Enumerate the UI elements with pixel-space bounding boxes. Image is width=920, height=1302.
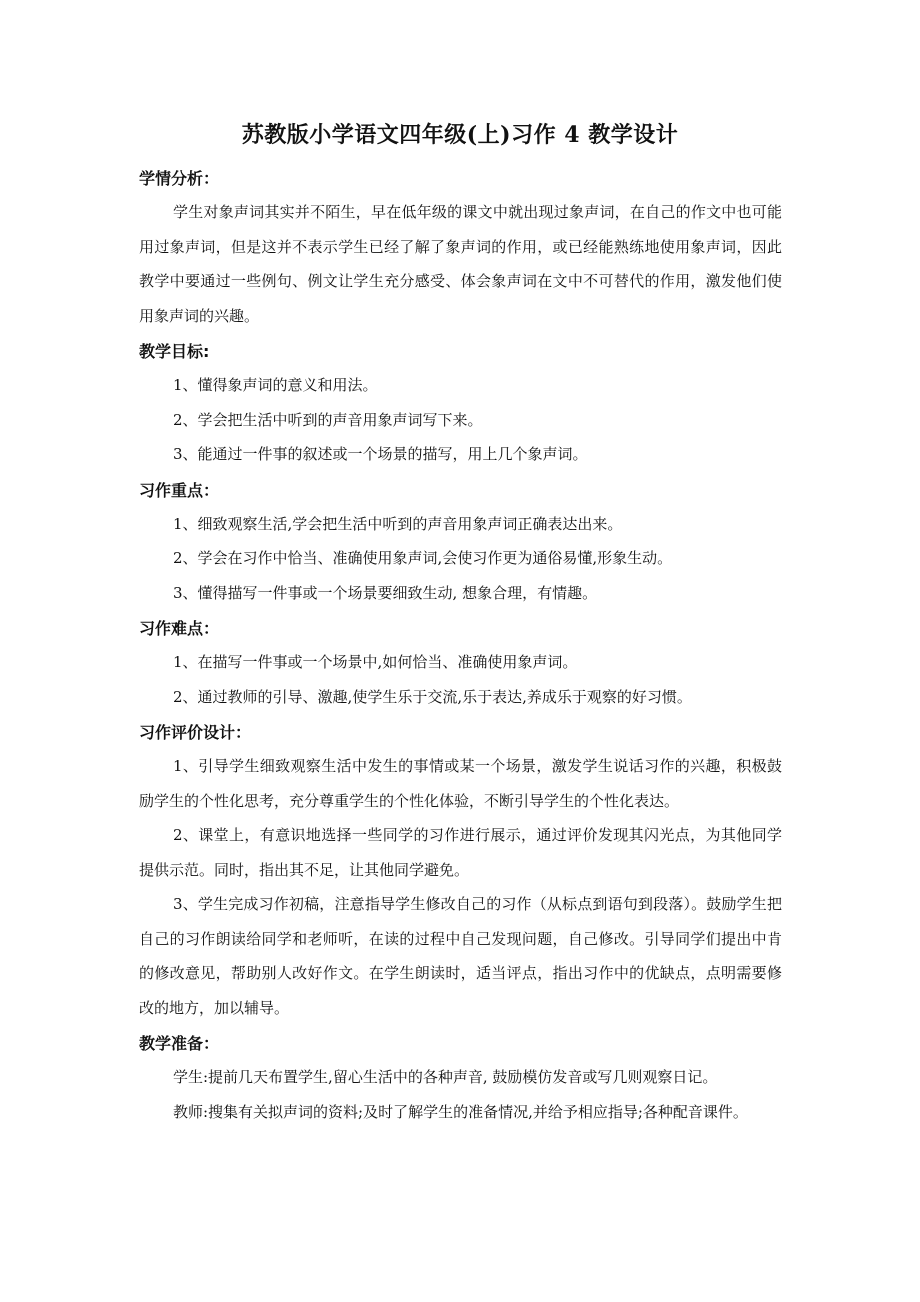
paragraph: 教师:搜集有关拟声词的资料;及时了解学生的准备情况,并给予相应指导;各种配音课件。 bbox=[173, 1102, 748, 1121]
list-item: 2、课堂上，有意识地选择一些同学的习作进行展示，通过评价发现其闪光点，为其他同学提供示范。同时，指出其不足，让其他同学避免。 bbox=[139, 826, 782, 879]
list-item: 1、在描写一件事或一个场景中,如何恰当、准确使用象声词。 bbox=[173, 653, 578, 671]
list-item: 1、懂得象声词的意义和用法。 bbox=[173, 376, 378, 394]
section-heading: 习作重点： bbox=[139, 480, 220, 500]
section-difficulties bbox=[139, 613, 782, 714]
paragraph: 学生:提前几天布置学生,留心生活中的各种声音, 鼓励模仿发音或写几则观察日记。 bbox=[173, 1068, 718, 1086]
paragraph: 学生对象声词其实并不陌生，早在低年级的课文中就出现过象声词，在自己的作文中也可能用过象声词，但是这并不表示学生已经了解了象声词的作用，或已经能熟练地使用象声词，因此教学中要通过一些例句、例文让学生充分感受、体会象声词在文中不可替代的作用，激发他们使用象声词的兴趣。 bbox=[139, 203, 782, 325]
section-heading: 学情分析： bbox=[139, 169, 220, 188]
list-item: 3、能通过一件事的叙述或一个场景的描写，用上几个象声词。 bbox=[173, 445, 588, 463]
list-item: 2、学会把生活中听到的声音用象声词写下来。 bbox=[173, 410, 483, 429]
list-item: 2、学会在习作中恰当、准确使用象声词,会使习作更为通俗易懂,形象生动。 bbox=[173, 549, 673, 567]
list-item: 1、引导学生细致观察生活中发生的事情或某一个场景，激发学生说话习作的兴趣，积极鼓励学生的个性化思考，充分尊重学生的个性化体验，不断引导学生的个性化表达。 bbox=[139, 757, 782, 810]
section-preparation bbox=[139, 1028, 782, 1129]
list-item: 1、细致观察生活,学会把生活中听到的声音用象声词正确表达出来。 bbox=[173, 514, 623, 533]
section-key-points bbox=[139, 475, 782, 611]
document-title: 苏教版小学语文四年级(上)习作 4 教学设计 bbox=[241, 122, 679, 148]
list-item: 3、懂得描写一件事或一个场景要细致生动, 想象合理，有情趣。 bbox=[173, 583, 598, 602]
section-heading: 习作难点： bbox=[139, 619, 220, 638]
section-learning-analysis bbox=[139, 163, 782, 333]
section-heading: 习作评价设计： bbox=[139, 723, 252, 742]
section-heading: 教学准备： bbox=[139, 1034, 220, 1053]
list-item: 3、学生完成习作初稿，注意指导学生修改自己的习作（从标点到语句到段落）。鼓励学生把自己的习作朗读给同学和老师听，在读的过程中自己发现问题，自己修改。引导同学们提出中肯的修改意见，帮助别人改好作文。在学生朗读时，适当评点，指出习作中的优缺点，点明需要修改的地方，加以辅导。 bbox=[139, 895, 782, 1017]
document-body bbox=[139, 163, 782, 1129]
section-teaching-objectives bbox=[139, 336, 782, 472]
list-item: 2、通过教师的引导、激趣,使学生乐于交流,乐于表达,养成乐于观察的好习惯。 bbox=[173, 687, 692, 706]
section-heading: 教学目标: bbox=[139, 342, 210, 361]
section-evaluation-design bbox=[139, 717, 782, 1025]
